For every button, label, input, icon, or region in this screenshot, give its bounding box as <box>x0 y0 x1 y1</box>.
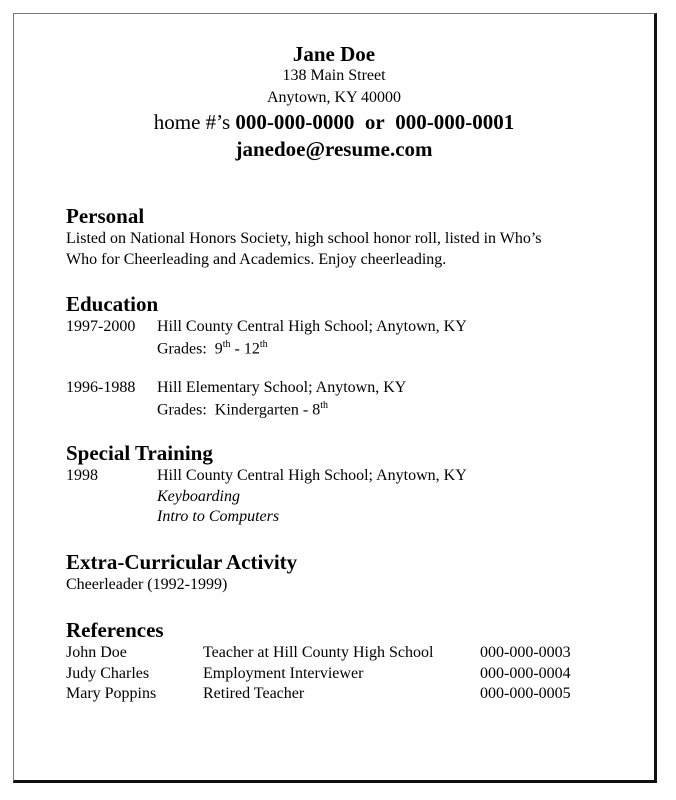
grade-separator: - <box>298 401 313 419</box>
grade-from-suffix: th <box>222 339 231 350</box>
candidate-name: Jane Doe <box>292 42 376 66</box>
reference-title: Employment Interviewer <box>203 665 364 682</box>
city-state-zip: Anytown, KY 40000 <box>266 89 402 106</box>
grade-from: Kindergarten <box>214 401 299 419</box>
education-years: 1997-2000 <box>66 318 136 335</box>
training-course: Keyboarding <box>157 488 240 505</box>
personal-line-2: Who for Cheerleading and Academics. Enjoy cheerleading. <box>66 251 447 268</box>
education-grades <box>157 400 328 419</box>
section-heading-references: References <box>66 618 164 642</box>
education-years: 1996-1988 <box>66 379 136 396</box>
education-school: Hill Elementary School; Anytown, KY <box>157 379 407 396</box>
reference-name: Judy Charles <box>66 665 150 682</box>
section-heading-extracurricular: Extra-Curricular Activity <box>66 550 298 574</box>
phone-prefix: home #’s <box>153 110 231 134</box>
phone-line <box>14 110 654 135</box>
training-year: 1998 <box>66 467 98 484</box>
reference-name: Mary Poppins <box>66 685 157 702</box>
reference-title: Retired Teacher <box>203 685 305 702</box>
grade-to-suffix: th <box>259 339 268 350</box>
education-grades <box>157 339 268 358</box>
personal-line-1: Listed on National Honors Society, high school honor roll, listed in Who’s <box>66 230 542 247</box>
grade-to: 8 <box>312 401 321 419</box>
reference-phone: 000-000-0004 <box>480 665 571 682</box>
reference-phone: 000-000-0005 <box>480 685 571 702</box>
grades-label: Grades: <box>157 401 207 419</box>
phone-or: or <box>364 110 385 134</box>
resume-page <box>13 13 657 783</box>
reference-title: Teacher at Hill County High School <box>203 644 434 661</box>
extracurricular-line: Cheerleader (1992-1999) <box>66 576 228 593</box>
grade-separator: - <box>230 340 244 358</box>
training-school: Hill County Central High School; Anytown, KY <box>157 467 467 484</box>
training-course: Intro to Computers <box>157 508 280 525</box>
grade-from: 9 <box>214 340 223 358</box>
section-heading-personal: Personal <box>66 204 145 228</box>
reference-phone: 000-000-0003 <box>480 644 571 661</box>
home-phone-2: 000-000-0001 <box>395 110 515 134</box>
email-address: janedoe@resume.com <box>235 137 433 161</box>
street-address: 138 Main Street <box>282 67 386 84</box>
section-heading-training: Special Training <box>66 441 213 465</box>
education-school: Hill County Central High School; Anytown, KY <box>157 318 467 335</box>
section-heading-education: Education <box>66 292 159 316</box>
home-phone-1: 000-000-0000 <box>235 110 355 134</box>
grade-to-suffix: th <box>320 400 328 411</box>
reference-name: John Doe <box>66 644 127 661</box>
grade-to: 12 <box>243 340 260 358</box>
grades-label: Grades: <box>157 340 207 358</box>
